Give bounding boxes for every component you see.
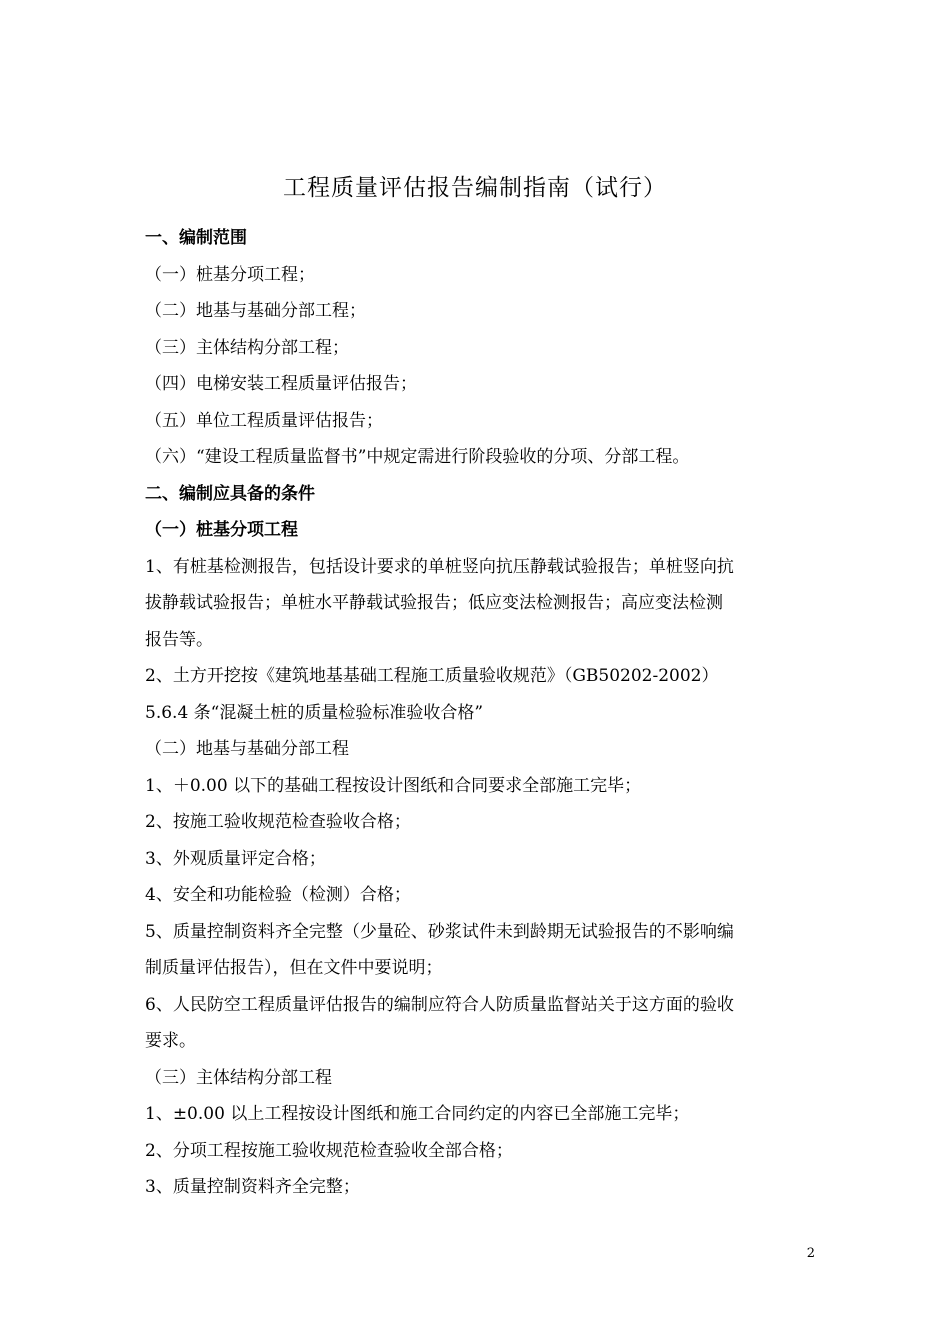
document-title: 工程质量评估报告编制指南（试行） <box>283 175 667 201</box>
text-line: 拔静载试验报告；单桩水平静载试验报告；低应变法检测报告；高应变法检测 <box>145 593 723 613</box>
text-line: 5、质量控制资料齐全完整（少量砼、砂浆试件未到龄期无试验报告的不影响编 <box>145 921 734 942</box>
page-number: 2 <box>806 1246 815 1261</box>
section-heading: 一、编制范围 <box>145 228 247 248</box>
subsection-heading: （三）主体结构分部工程 <box>145 1067 332 1088</box>
text-line: 4、安全和功能检验（检测）合格； <box>145 885 411 905</box>
text-line: （六）“建设工程质量监督书”中规定需进行阶段验收的分项、分部工程。 <box>145 447 690 467</box>
text-line: （三）主体结构分部工程； <box>145 337 349 358</box>
subsection-heading: （一）桩基分项工程 <box>145 520 298 540</box>
text-line: 5.6.4 条“混凝土桩的质量检验标准验收合格” <box>145 702 484 723</box>
text-line: 6、人民防空工程质量评估报告的编制应符合人防质量监督站关于这方面的验收 <box>145 994 734 1015</box>
subsection-heading: （二）地基与基础分部工程 <box>145 739 349 759</box>
text-line: 3、外观质量评定合格； <box>145 848 326 869</box>
text-line: 报告等。 <box>145 629 213 650</box>
text-line: （四）电梯安装工程质量评估报告； <box>145 374 417 394</box>
text-line: 制质量评估报告），但在文件中要说明； <box>145 958 443 978</box>
text-line: （一）桩基分项工程； <box>145 264 315 285</box>
text-line: 1、＋0.00 以下的基础工程按设计图纸和合同要求全部施工完毕； <box>145 775 642 796</box>
text-line: 2、按施工验收规范检查验收合格； <box>145 812 411 832</box>
text-line: 1、±0.00 以上工程按设计图纸和施工合同约定的内容已全部施工完毕； <box>145 1104 690 1124</box>
text-line: 2、分项工程按施工验收规范检查验收全部合格； <box>145 1140 513 1161</box>
text-line: （五）单位工程质量评估报告； <box>145 410 383 431</box>
text-line: （二）地基与基础分部工程； <box>145 301 366 321</box>
text-line: 要求。 <box>145 1031 196 1051</box>
section-heading: 二、编制应具备的条件 <box>145 483 315 504</box>
text-line: 2、土方开挖按《建筑地基基础工程施工质量验收规范》（GB50202-2002） <box>145 666 719 686</box>
text-line: 3、质量控制资料齐全完整； <box>145 1177 360 1197</box>
document-body <box>145 220 810 1206</box>
text-line: 1、有桩基检测报告，包括设计要求的单桩竖向抗压静载试验报告；单桩竖向抗 <box>145 556 734 577</box>
